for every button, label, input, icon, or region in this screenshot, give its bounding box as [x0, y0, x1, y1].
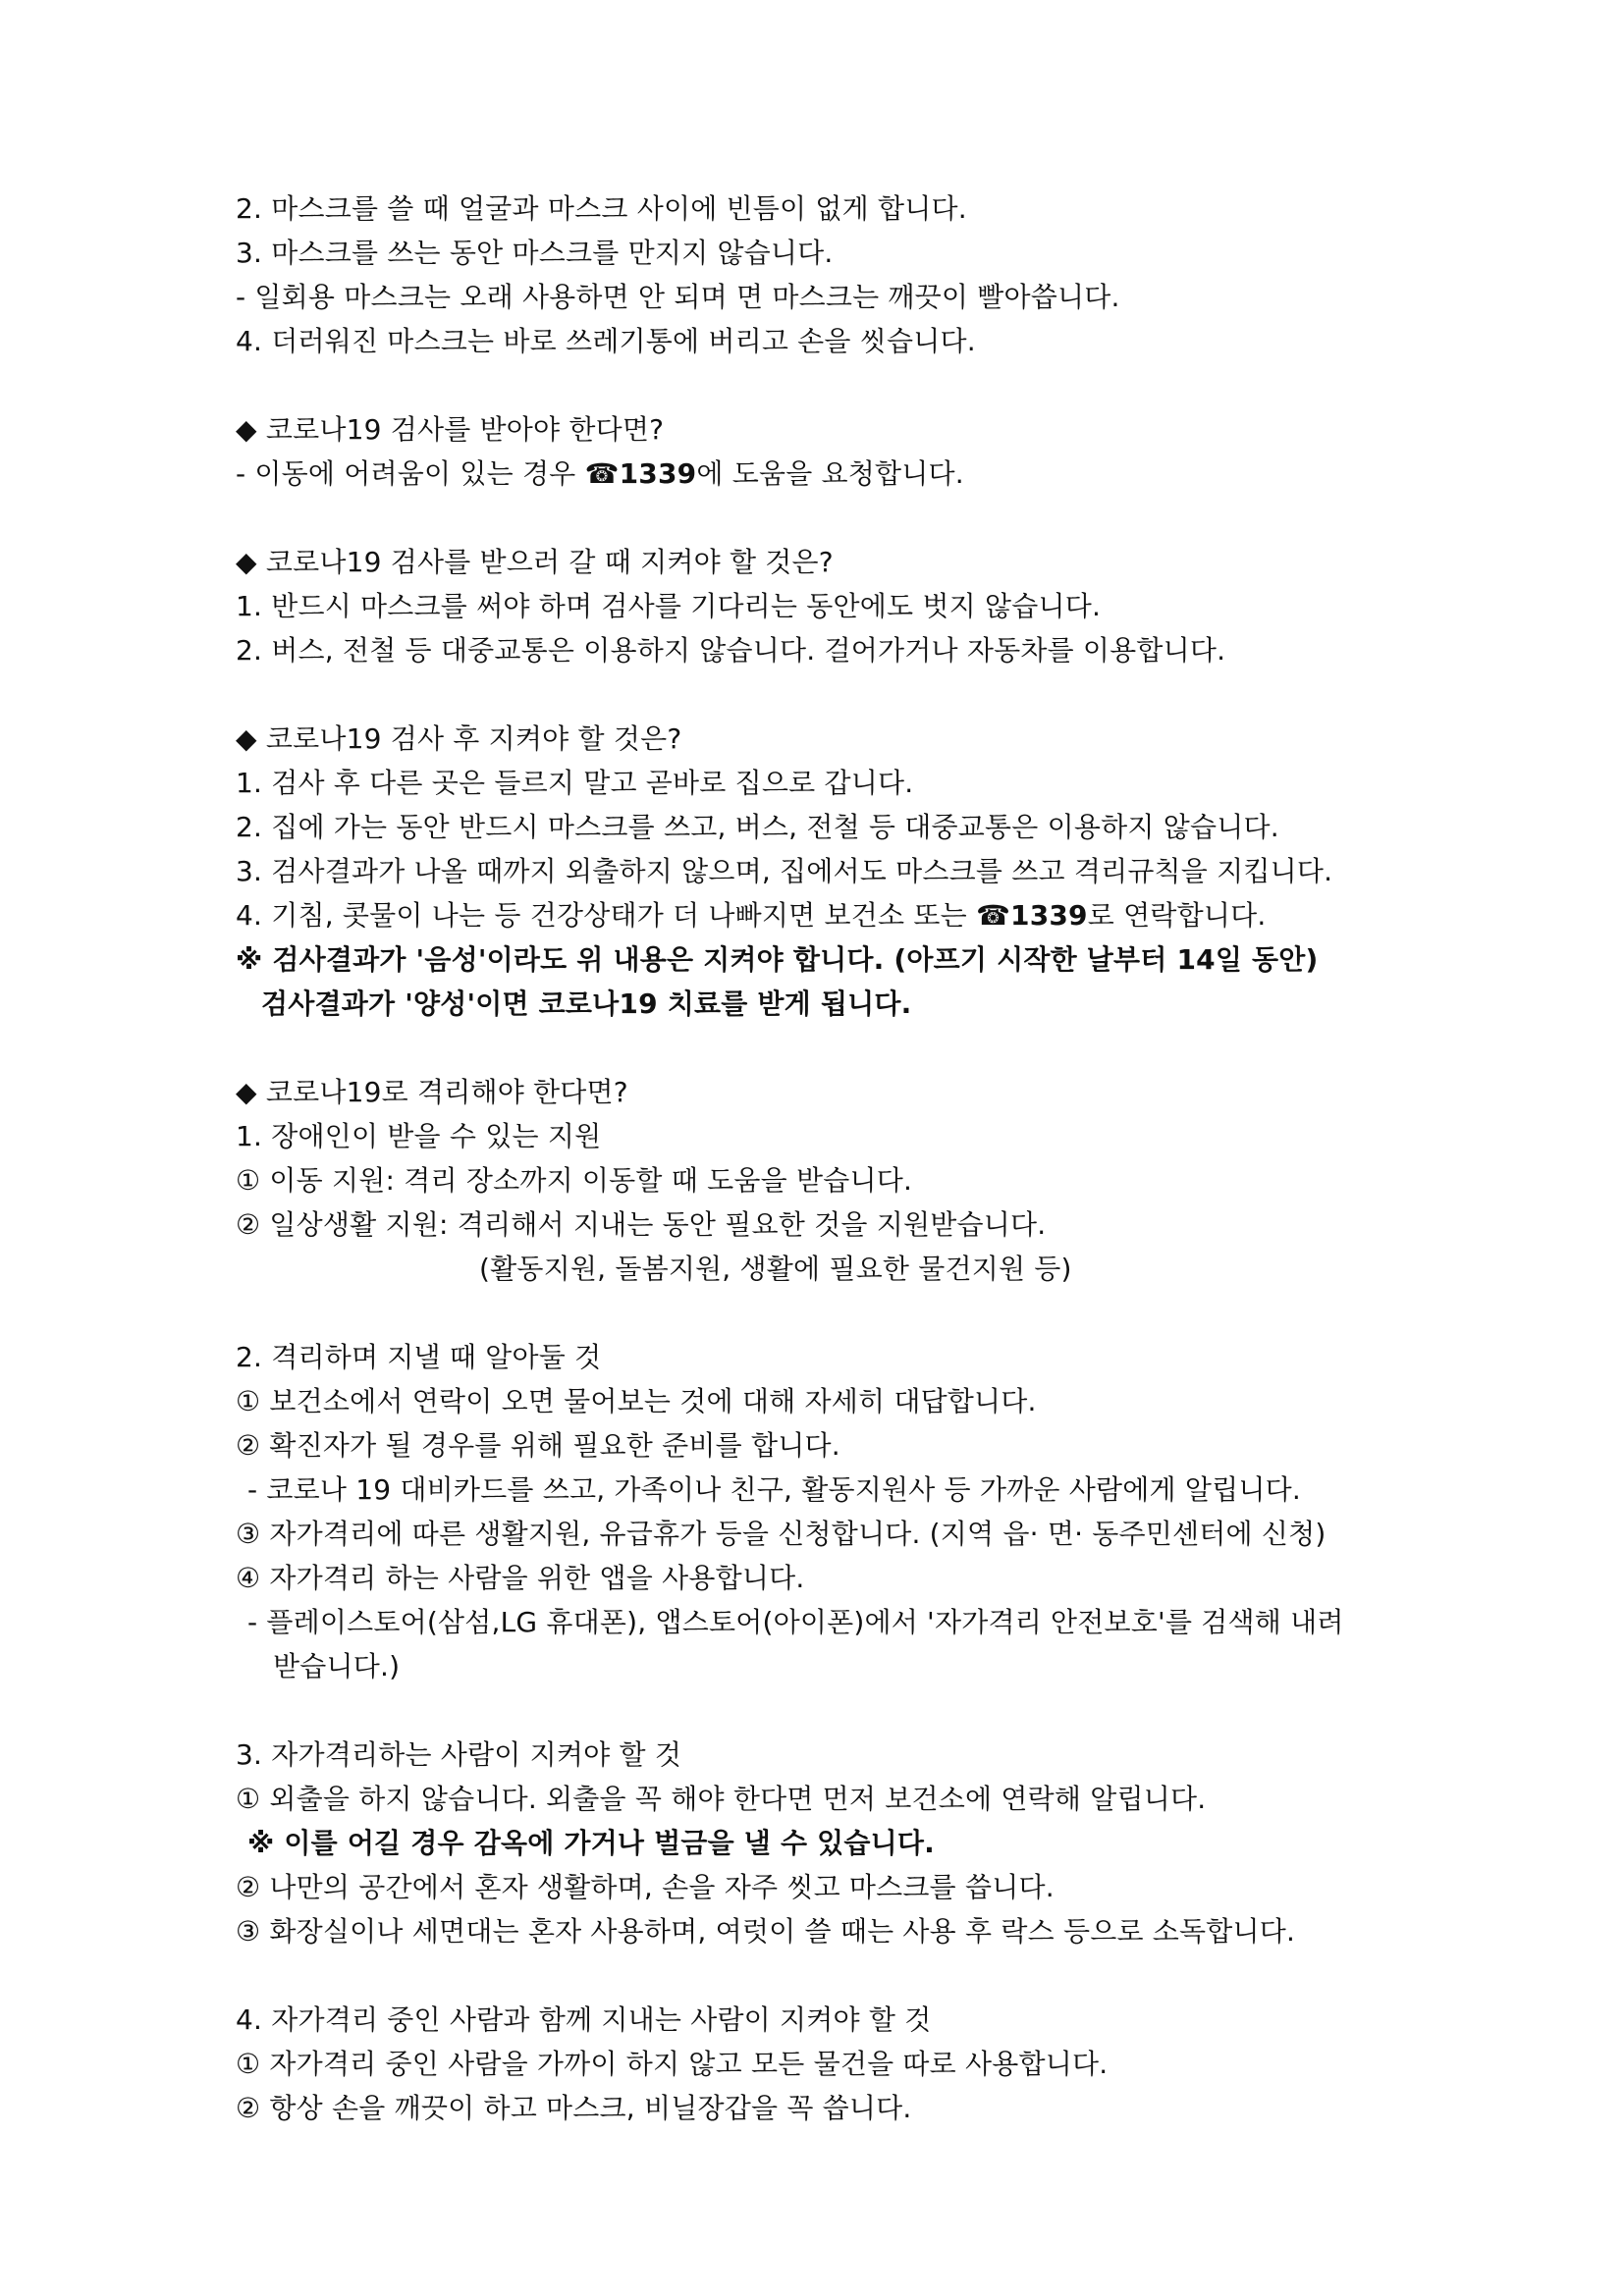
cohabitant-rule-1: ① 자가격리 중인 사람을 가까이 하지 않고 모든 물건을 따로 사용합니다. — [236, 2048, 1109, 2080]
mask-rule-note: - 일회용 마스크는 오래 사용하면 안 되며 면 마스크는 깨끗이 빨아씁니다. — [236, 281, 1120, 313]
mask-rule-3: 3. 마스크를 쓰는 동안 마스크를 만지지 않습니다. — [236, 237, 834, 269]
quarantine-tip-1: ① 보건소에서 연락이 오면 물어보는 것에 대해 자세히 대답합니다. — [236, 1385, 1037, 1417]
self-quarantine-rule-2: ② 나만의 공간에서 혼자 생활하며, 손을 자주 씻고 마스크를 씁니다. — [236, 1871, 1055, 1903]
quarantine-subsection-3-title: 3. 자가격리하는 사람이 지켜야 할 것 — [236, 1738, 682, 1771]
quarantine-tip-4-detail: - 플레이스토어(삼섬,LG 휴대폰), 앱스토어(아이폰)에서 '자가격리 안전보호'를 검색해 내려 — [247, 1606, 1344, 1638]
quarantine-tip-3: ③ 자가격리에 따른 생활지원, 유급휴가 등을 신청합니다. (지역 읍· 면· 동주민센터에 신청) — [236, 1518, 1326, 1550]
phone-number: ☎1339 — [975, 899, 1088, 932]
text-segment: 4. 기침, 콧물이 나는 등 건강상태가 더 나빠지면 보건소 또는 — [236, 899, 976, 932]
going-to-test-rule-2: 2. 버스, 전철 등 대중교통은 이용하지 않습니다. 걸어가거나 자동차를 이용합니다. — [236, 634, 1226, 667]
self-quarantine-rule-3: ③ 화장실이나 세면대는 혼자 사용하며, 여럿이 쓸 때는 사용 후 락스 등으로 소독합니다. — [236, 1915, 1296, 1948]
document-page — [236, 187, 1414, 2130]
quarantine-tip-2-detail: - 코로나 19 대비카드를 쓰고, 가족이나 친구, 활동지원사 등 가까운 사람에게 알립니다. — [247, 1473, 1301, 1506]
after-test-rule-4 — [236, 893, 1414, 937]
section-heading-going-to-test: ◆ 코로나19 검사를 받으러 갈 때 지켜야 할 것은? — [236, 546, 834, 578]
section-heading-quarantine: ◆ 코로나19로 격리해야 한다면? — [236, 1076, 628, 1108]
cohabitant-rule-2: ② 항상 손을 깨끗이 하고 마스크, 비닐장갑을 꼭 씁니다. — [236, 2092, 912, 2124]
text-segment: 에 도움을 요청합니다. — [696, 457, 964, 490]
after-test-note-positive: 검사결과가 '양성'이면 코로나19 치료를 받게 됩니다. — [261, 988, 912, 1020]
spacer — [236, 1291, 1414, 1335]
going-to-test-rule-1: 1. 반드시 마스크를 써야 하며 검사를 기다리는 동안에도 벗지 않습니다. — [236, 590, 1102, 622]
text-segment: - 이동에 어려움이 있는 경우 — [236, 457, 585, 490]
quarantine-tip-4: ④ 자가격리 하는 사람을 위한 앱을 사용합니다. — [236, 1562, 805, 1594]
quarantine-tip-4-detail-cont: 받습니다.) — [273, 1650, 401, 1682]
spacer — [236, 363, 1414, 407]
after-test-rule-1: 1. 검사 후 다른 곳은 들르지 말고 곧바로 집으로 갑니다. — [236, 767, 914, 799]
quarantine-subsection-2-title: 2. 격리하며 지낼 때 알아둘 것 — [236, 1341, 602, 1373]
spacer — [236, 1026, 1414, 1070]
quarantine-support-daily-detail: (활동지원, 돌봄지원, 생활에 필요한 물건지원 등) — [479, 1253, 1072, 1285]
self-quarantine-rule-1: ① 외출을 하지 않습니다. 외출을 꼭 해야 한다면 먼저 보건소에 연락해 알립니다. — [236, 1783, 1207, 1815]
quarantine-support-daily: ② 일상생활 지원: 격리해서 지내는 동안 필요한 것을 지원받습니다. — [236, 1208, 1047, 1241]
self-quarantine-warning: ※ 이를 어길 경우 감옥에 가거나 벌금을 낼 수 있습니다. — [247, 1827, 936, 1859]
quarantine-tip-2: ② 확진자가 될 경우를 위해 필요한 준비를 합니다. — [236, 1429, 840, 1462]
section-heading-after-test: ◆ 코로나19 검사 후 지켜야 할 것은? — [236, 722, 682, 755]
after-test-note-negative: ※ 검사결과가 '음성'이라도 위 내용은 지켜야 합니다. (아프기 시작한 날부터 14일 동안) — [236, 943, 1319, 976]
quarantine-subsection-1-title: 1. 장애인이 받을 수 있는 지원 — [236, 1120, 602, 1152]
mask-rule-2: 2. 마스크를 쓸 때 얼굴과 마스크 사이에 빈틈이 없게 합니다. — [236, 192, 967, 225]
section-heading-test-needed: ◆ 코로나19 검사를 받아야 한다면? — [236, 413, 665, 446]
spacer — [236, 496, 1414, 540]
test-needed-line — [236, 452, 1414, 496]
phone-number: ☎1339 — [584, 457, 697, 490]
text-segment: 로 연락합니다. — [1087, 899, 1267, 932]
quarantine-subsection-4-title: 4. 자가격리 중인 사람과 함께 지내는 사람이 지켜야 할 것 — [236, 2003, 932, 2036]
spacer — [236, 1953, 1414, 1998]
after-test-rule-3: 3. 검사결과가 나올 때까지 외출하지 않으며, 집에서도 마스크를 쓰고 격리규칙을 지킵니다. — [236, 855, 1333, 887]
spacer — [236, 1688, 1414, 1733]
spacer — [236, 672, 1414, 717]
mask-rule-4: 4. 더러워진 마스크는 바로 쓰레기통에 버리고 손을 씻습니다. — [236, 325, 976, 357]
quarantine-support-mobility: ① 이동 지원: 격리 장소까지 이동할 때 도움을 받습니다. — [236, 1164, 913, 1197]
after-test-rule-2: 2. 집에 가는 동안 반드시 마스크를 쓰고, 버스, 전철 등 대중교통은 이용하지 않습니다. — [236, 811, 1279, 843]
